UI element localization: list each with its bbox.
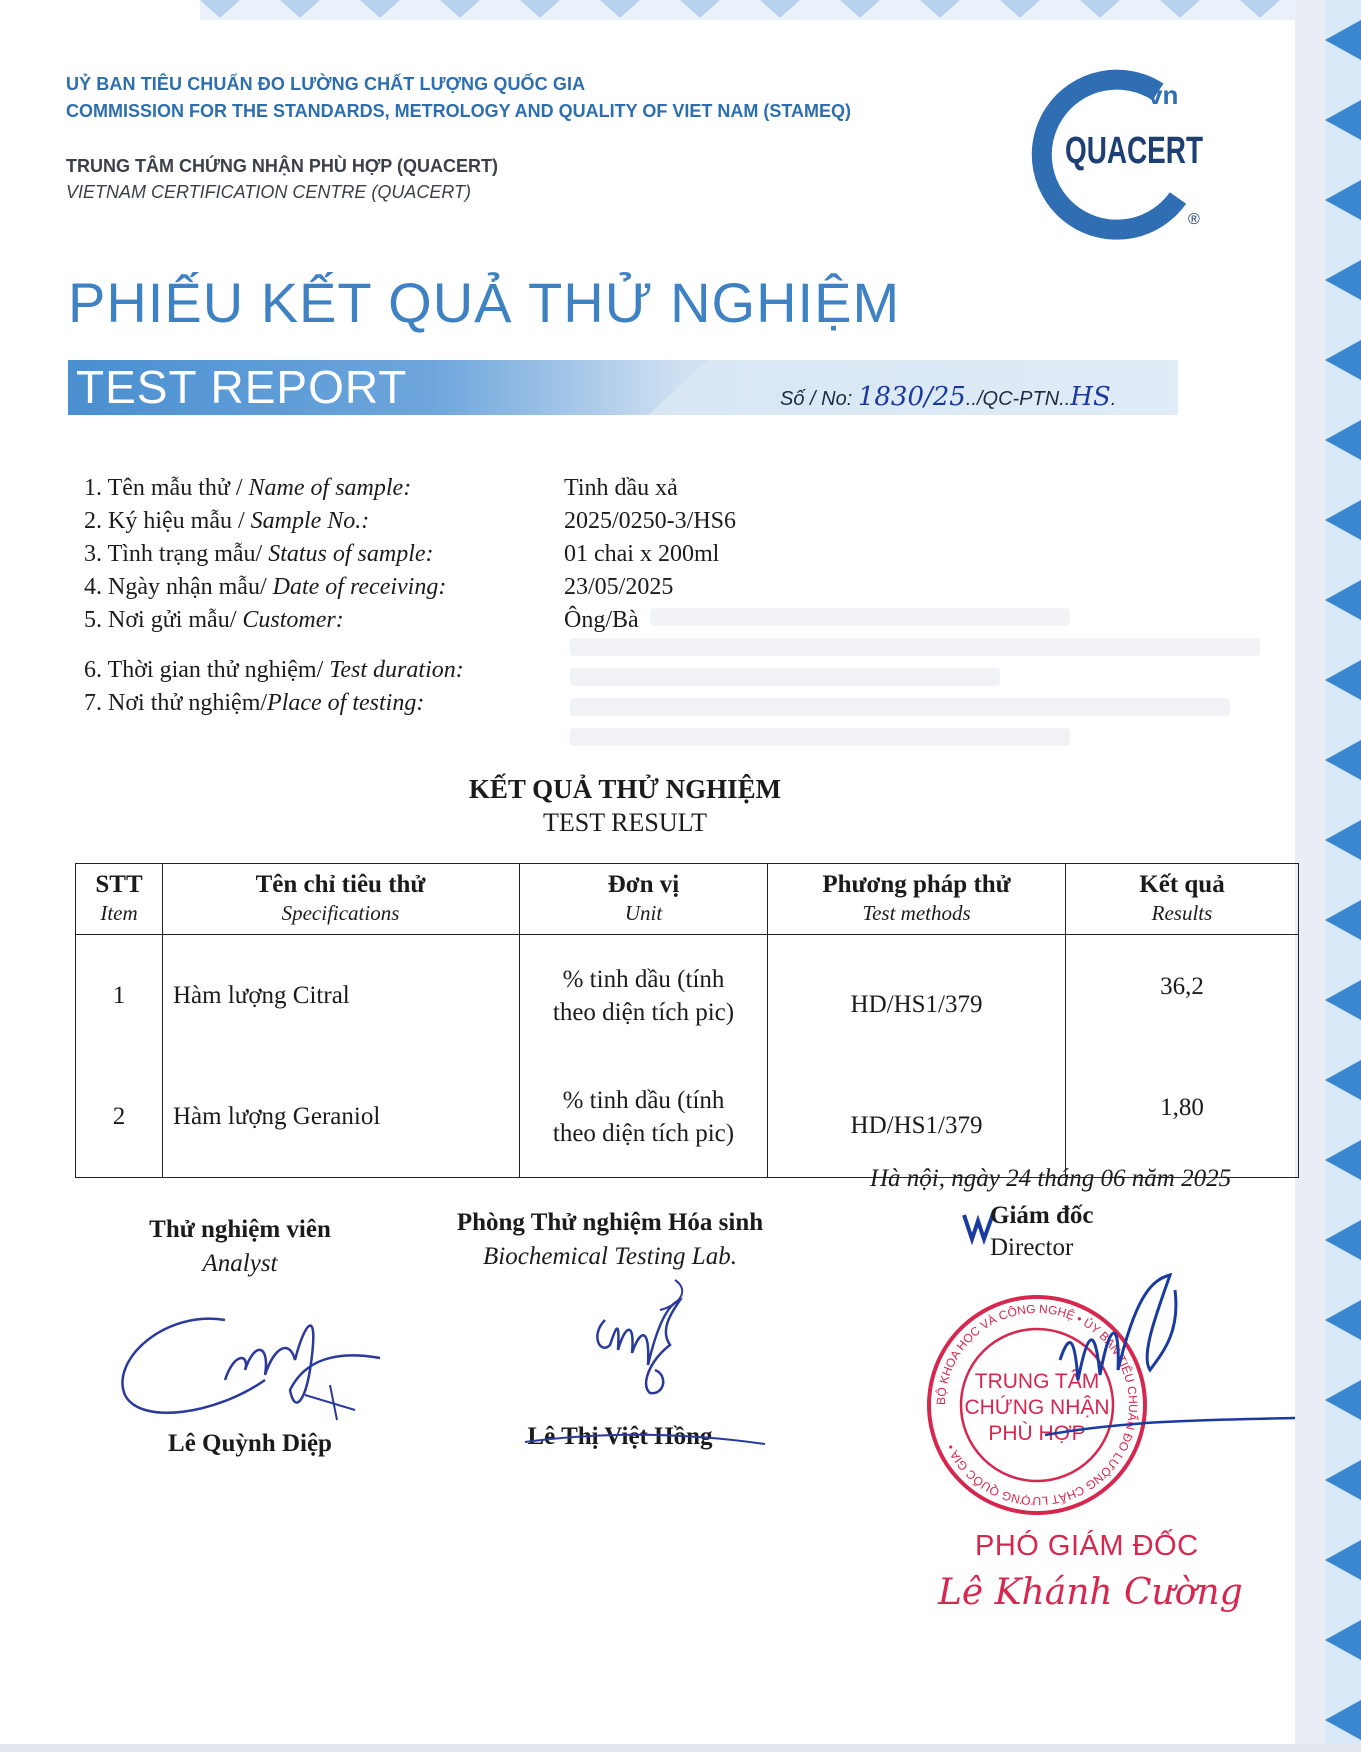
header-item: STT Item xyxy=(76,864,163,935)
decorative-top-border xyxy=(200,0,1361,20)
issue-date: Hà nội, ngày 24 tháng 06 năm 2025 xyxy=(870,1165,1232,1192)
lab-head-name: Lê Thị Việt Hồng xyxy=(527,1423,713,1450)
header-results: Kết quả Results xyxy=(1066,864,1299,935)
customer-value: Ông/Bà xyxy=(564,607,639,633)
report-number-code: HS xyxy=(1070,382,1111,412)
row-test-method: HD/HS1/379 xyxy=(768,935,1066,1057)
info-row-status: 3. Tình trạng mẫu/ Status of sample: 01 chai x 200ml xyxy=(84,538,736,571)
redacted-area xyxy=(560,600,1280,750)
row-specification: Hàm lượng Citral xyxy=(163,935,520,1057)
report-number-label: Số / No: xyxy=(780,388,853,410)
org-name-en: COMMISSION FOR THE STANDARDS, METROLOGY AND QUALITY OF VIET NAM (STAMEQ) xyxy=(66,101,851,121)
stamp-line-3: PHÙ HỢP xyxy=(988,1422,1086,1445)
status-value: 01 chai x 200ml xyxy=(564,541,720,567)
lab-title: Phòng Thử nghiệm Hóa sinh xyxy=(456,1209,764,1236)
report-title-vn: PHIẾU KẾT QUẢ THỬ NGHIỆM xyxy=(68,271,901,334)
row-specification: Hàm lượng Geraniol xyxy=(163,1056,520,1178)
report-number xyxy=(780,382,1116,412)
side-shadow-strip xyxy=(1295,0,1325,1752)
info-row-customer: 5. Nơi gửi mẫu/ Customer: Ông/Bà xyxy=(84,604,736,637)
info-row-date-received: 4. Ngày nhận mẫu/ Date of receiving: 23/05/2025 xyxy=(84,571,736,604)
lab-name-strike xyxy=(520,1430,770,1450)
director-title: Giám đốc xyxy=(990,1202,1094,1229)
header-unit: Đơn vị Unit xyxy=(520,864,768,935)
report-title-en: TEST REPORT xyxy=(76,361,408,413)
director-signature xyxy=(1040,1270,1300,1440)
stamp-ring-text: BỘ KHOA HỌC VÀ CÔNG NGHỆ • ỦY BAN TIÊU CHUẨN ĐO LƯỜNG CHẤT LƯỢNG QUỐC GIA • xyxy=(933,1301,1141,1509)
result-title-vn: KẾT QUẢ THỬ NGHIỆM xyxy=(468,774,782,804)
sample-no-value: 2025/0250-3/HS6 xyxy=(564,508,737,534)
centre-name-en: VIETNAM CERTIFICATION CENTRE (QUACERT) xyxy=(66,182,472,202)
header-test-methods: Phương pháp thử Test methods xyxy=(768,864,1066,935)
centre-name-vn: TRUNG TÂM CHỨNG NHẬN PHÙ HỢP (QUACERT) xyxy=(66,156,498,176)
table-header-row xyxy=(76,864,1299,935)
deputy-director-name: Lê Khánh Cường xyxy=(938,1572,1243,1613)
analyst-signature xyxy=(105,1300,395,1430)
info-row-sample-no: 2. Ký hiệu mẫu / Sample No.: 2025/0250-3/HS6 xyxy=(84,505,736,538)
row-unit: % tinh dầu (tính theo diện tích pic) xyxy=(520,1056,768,1178)
row-unit: % tinh dầu (tính theo diện tích pic) xyxy=(520,935,768,1057)
quacert-logo xyxy=(1038,70,1218,240)
analyst-subtitle: Analyst xyxy=(202,1250,278,1277)
date-received-value: 23/05/2025 xyxy=(564,574,674,600)
stamp-line-2: CHỨNG NHẬN xyxy=(964,1396,1110,1419)
logo-vn-mark: vn xyxy=(1148,80,1179,110)
director-subtitle: Director xyxy=(990,1234,1074,1261)
report-number-end: . xyxy=(1110,388,1117,410)
row-test-method: HD/HS1/379 xyxy=(768,1056,1066,1178)
header-specifications: Tên chỉ tiêu thử Specifications xyxy=(163,864,520,935)
logo-text: QUACERT xyxy=(1065,130,1203,172)
stamp-line-1: TRUNG TÂM xyxy=(974,1370,1100,1393)
info-row-sample-name: 1. Tên mẫu thử / Name of sample: Tinh dầu xả xyxy=(84,472,736,505)
info-row-place: 7. Nơi thử nghiệm/Place of testing: xyxy=(84,690,425,716)
table-row xyxy=(76,1056,1299,1178)
lab-signature xyxy=(580,1275,700,1405)
result-title-en: TEST RESULT xyxy=(543,808,707,837)
table-row xyxy=(76,935,1299,1057)
row-result: 36,2 xyxy=(1066,935,1299,1057)
analyst-title: Thử nghiệm viên xyxy=(149,1216,331,1243)
registered-mark: ® xyxy=(1188,211,1200,228)
row-item-number: 1 xyxy=(76,935,163,1057)
deputy-director-title: PHÓ GIÁM ĐỐC xyxy=(975,1530,1199,1562)
row-result: 1,80 xyxy=(1066,1056,1299,1178)
report-number-handwritten: 1830/25 xyxy=(857,382,966,412)
analyst-name: Lê Quỳnh Diệp xyxy=(168,1430,332,1457)
decorative-right-border xyxy=(1325,0,1361,1752)
sample-name-value: Tinh dầu xả xyxy=(564,475,678,501)
org-name-vn: UỶ BAN TIÊU CHUẨN ĐO LƯỜNG CHẤT LƯỢNG QUỐC GIA xyxy=(66,74,586,94)
results-table xyxy=(75,863,1299,1178)
lab-subtitle: Biochemical Testing Lab. xyxy=(483,1243,737,1270)
info-row-test-duration: 6. Thời gian thử nghiệm/ Test duration: xyxy=(84,657,464,683)
row-item-number: 2 xyxy=(76,1056,163,1178)
report-number-suffix: ../QC-PTN.. xyxy=(965,388,1071,410)
bottom-edge xyxy=(0,1744,1361,1752)
